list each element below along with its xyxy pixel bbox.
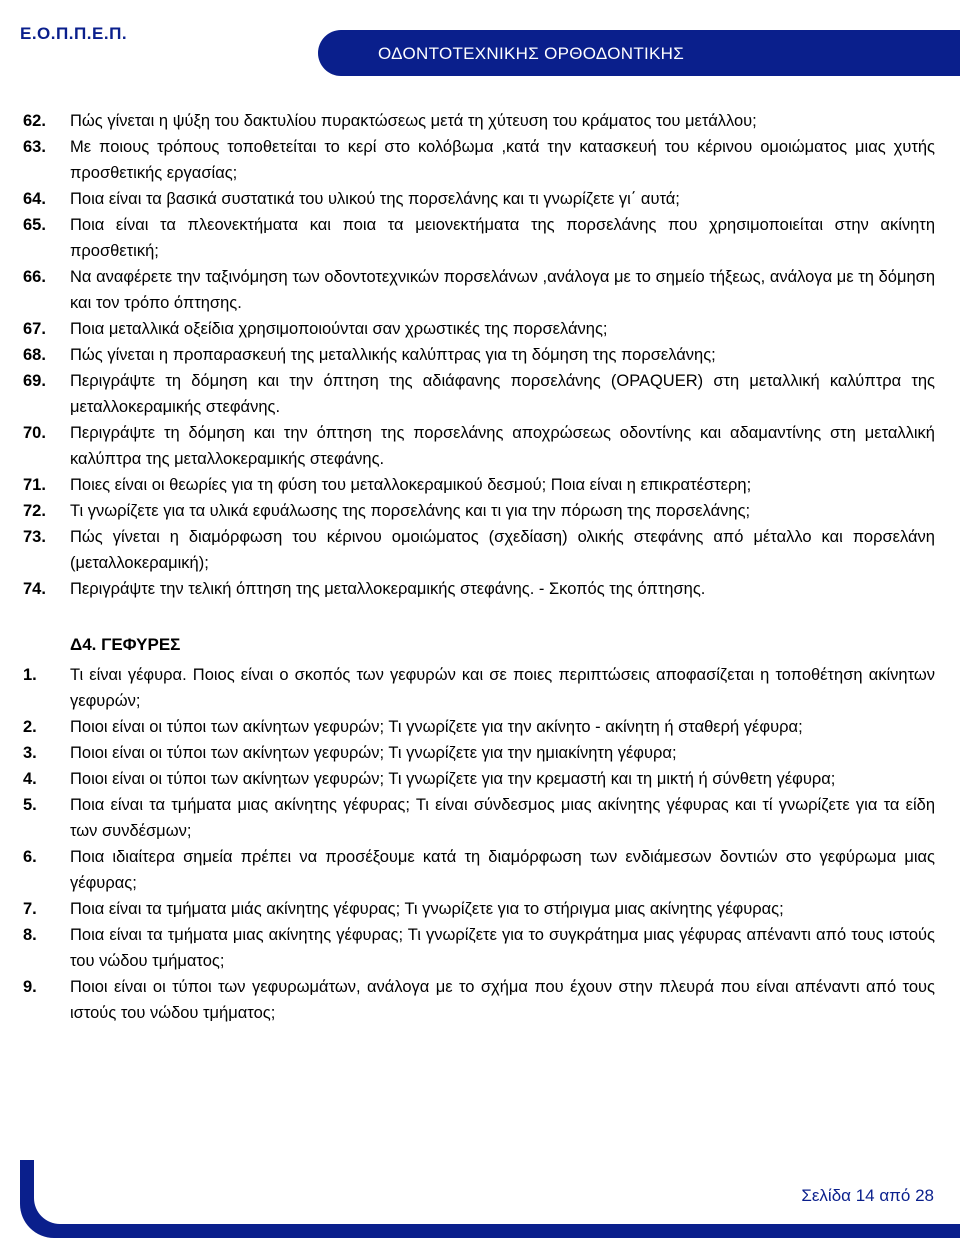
question-number: 62. [23,112,46,130]
question-number: 2. [23,718,37,736]
question-item [23,108,935,134]
question-item [23,662,935,714]
question-number: 4. [23,770,37,788]
question-item [23,368,935,420]
question-text: Ποιοι είναι οι τύποι των γεφυρωμάτων, ανάλογα με το σχήμα που έχουν στην πλευρά που είναι απέναντι από τους ιστούς του νώδου τμήματος; [70,978,935,1022]
question-text: Ποια είναι τα τμήματα μιας ακίνητης γέφυρας; Τι γνωρίζετε για το συγκράτημα μιας γέφυρας απέναντι από τους ιστούς του νώδου τμήματος; [70,926,935,970]
question-item [23,472,935,498]
question-text: Ποια είναι τα βασικά συστατικά του υλικού της πορσελάνης και τι γνωρίζετε γι΄ αυτά; [70,190,680,208]
question-number: 5. [23,796,37,814]
question-item [23,922,935,974]
question-text: Ποιοι είναι οι τύποι των ακίνητων γεφυρών; Τι γνωρίζετε για την ημιακίνητη γέφυρα; [70,744,677,762]
question-number: 69. [23,372,46,390]
question-number: 71. [23,476,46,494]
question-number: 70. [23,424,46,442]
section-heading: Δ4. ΓΕΦΥΡΕΣ [70,635,181,654]
question-text: Τι είναι γέφυρα. Ποιος είναι ο σκοπός των γεφυρών και σε ποιες περιπτώσεις αποφασίζεται η τοποθέτηση ακίνητων γεφυρών; [70,666,935,710]
header-organization: Ε.Ο.Π.Π.Ε.Π. [20,24,128,43]
question-item [23,342,935,368]
question-text: Ποια ιδιαίτερα σημεία πρέπει να προσέξουμε κατά τη διαμόρφωση των ενδιάμεσων δοντιών στο γεφύρωμα μιας γέφυρας; [70,848,935,892]
question-text: Ποια είναι τα πλεονεκτήματα και ποια τα μειονεκτήματα της πορσελάνης που χρησιμοποιείται στην ακίνητη προσθετική; [70,216,935,260]
question-text: Ποια είναι τα τμήματα μιας ακίνητης γέφυρας; Τι είναι σύνδεσμος μιας ακίνητης γέφυρας και τί γνωρίζετε για τα είδη των συνδέσμων; [70,796,935,840]
question-number: 7. [23,900,37,918]
question-text: Ποιες είναι οι θεωρίες για τη φύση του μεταλλοκεραμικού δεσμού; Ποια είναι η επικρατέστερη; [70,476,752,494]
question-item [23,212,935,264]
question-number: 63. [23,138,46,156]
question-number: 72. [23,502,46,520]
question-number: 9. [23,978,37,996]
question-number: 67. [23,320,46,338]
question-text: Πώς γίνεται η προπαρασκευή της μεταλλικής καλύπτρας για τη δόμηση της πορσελάνης; [70,346,716,364]
question-item [23,766,935,792]
question-text: Ποιοι είναι οι τύποι των ακίνητων γεφυρών; Τι γνωρίζετε για την ακίνητο - ακίνητη ή σταθερή γέφυρα; [70,718,803,736]
question-item [23,974,935,1026]
question-item [23,524,935,576]
question-item [23,316,935,342]
question-item [23,498,935,524]
question-text: Τι γνωρίζετε για τα υλικά εφυάλωσης της πορσελάνης και τι για την πόρωση της πορσελάνης; [70,502,751,520]
question-text: Με ποιους τρόπους τοποθετείται το κερί στο κολόβωμα ,κατά την κατασκευή του κέρινου ομοιώματος μιας χυτής προσθετικής εργασίας; [70,138,935,182]
question-number: 74. [23,580,46,598]
question-number: 68. [23,346,46,364]
question-text: Περιγράψτε τη δόμηση και την όπτηση της πορσελάνης αποχρώσεως οδοντίνης και αδαμαντίνης στη μεταλλική καλύπτρα της μεταλλοκεραμικής στεφάνης. [70,424,935,468]
question-number: 66. [23,268,46,286]
question-text: Να αναφέρετε την ταξινόμηση των οδοντοτεχνικών πορσελάνων ,ανάλογα με το σημείο τήξεως, ανάλογα με τη δόμηση και τον τρόπο όπτησης. [70,268,935,312]
question-number: 6. [23,848,37,866]
question-item [23,576,935,602]
question-text: Ποιοι είναι οι τύποι των ακίνητων γεφυρών; Τι γνωρίζετε για την κρεμαστή και τη μικτή ή σύνθετη γέφυρα; [70,770,836,788]
header-title: ΟΔΟΝΤΟΤΕΧΝΙΚΗΣ ΟΡΘΟΔΟΝΤΙΚΗΣ [378,44,685,63]
page-number: Σελίδα 14 από 28 [801,1186,934,1205]
question-number: 64. [23,190,46,208]
question-number: 1. [23,666,37,684]
question-text: Ποια είναι τα τμήματα μιάς ακίνητης γέφυρας; Τι γνωρίζετε για το στήριγμα μιας ακίνητης γέφυρας; [70,900,784,918]
question-item [23,792,935,844]
section-question-list [23,662,935,1026]
question-number: 3. [23,744,37,762]
question-item [23,264,935,316]
question-item [23,714,935,740]
question-text: Πώς γίνεται η διαμόρφωση του κέρινου ομοιώματος (σχεδίαση) ολικής στεφάνης από μέταλλο και πορσελάνη (μεταλλοκεραμική); [70,528,935,572]
question-text: Περιγράψτε τη δόμηση και την όπτηση της αδιάφανης πορσελάνης (OPAQUER) στη μεταλλική καλύπτρα της μεταλλοκεραμικής στεφάνης. [70,372,935,416]
question-item [23,420,935,472]
question-item [23,896,935,922]
document-body [23,108,935,1026]
question-item [23,844,935,896]
question-number: 8. [23,926,37,944]
question-item [23,740,935,766]
question-text: Ποια μεταλλικά οξείδια χρησιμοποιούνται σαν χρωστικές της πορσελάνης; [70,320,608,338]
question-number: 73. [23,528,46,546]
question-item [23,186,935,212]
question-text: Πώς γίνεται η ψύξη του δακτυλίου πυρακτώσεως μετά τη χύτευση του κράματος του μετάλλου; [70,112,757,130]
question-item [23,134,935,186]
question-list [23,108,935,602]
question-text: Περιγράψτε την τελική όπτηση της μεταλλοκεραμικής στεφάνης. - Σκοπός της όπτησης. [70,580,706,598]
question-number: 65. [23,216,46,234]
